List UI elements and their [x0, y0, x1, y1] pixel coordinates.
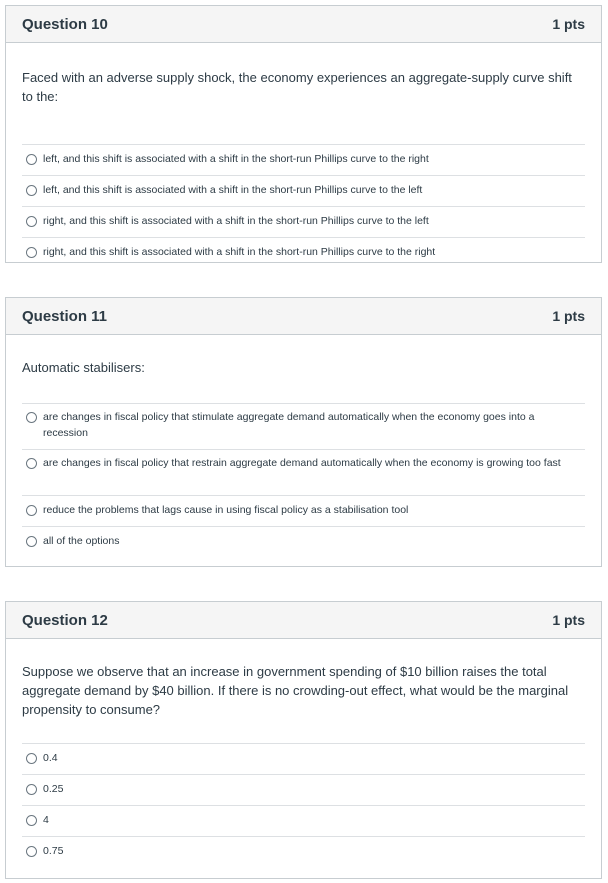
question-title: Question 12 — [22, 611, 108, 629]
answer-option[interactable] — [22, 144, 585, 175]
question-text: Faced with an adverse supply shock, the economy experiences an aggregate-supply curve shift to the: — [22, 70, 572, 104]
answer-option[interactable] — [22, 175, 585, 206]
answer-label: 4 — [43, 814, 49, 826]
question-header — [6, 298, 601, 335]
answer-label: right, and this shift is associated with a shift in the short-run Phillips curve to the left — [43, 215, 429, 227]
radio-button[interactable] — [26, 458, 37, 469]
answer-list — [22, 144, 585, 268]
answer-list — [22, 403, 585, 557]
question-points: 1 pts — [552, 16, 585, 32]
question-title: Question 11 — [22, 307, 108, 325]
answer-label: 0.75 — [43, 845, 64, 857]
radio-button[interactable] — [26, 784, 37, 795]
answer-label: all of the options — [43, 535, 120, 547]
answer-label: left, and this shift is associated with a shift in the short-run Phillips curve to the left — [43, 184, 423, 196]
answer-option[interactable] — [22, 495, 585, 526]
question-points: 1 pts — [552, 612, 585, 628]
radio-button[interactable] — [26, 247, 37, 258]
question-header — [6, 6, 601, 43]
answer-option[interactable] — [22, 836, 585, 867]
answer-label: right, and this shift is associated with a shift in the short-run Phillips curve to the right — [43, 246, 436, 258]
answer-option[interactable] — [22, 403, 585, 449]
answer-label: 0.4 — [43, 752, 58, 764]
radio-button[interactable] — [26, 753, 37, 764]
answer-label: are changes in fiscal policy that restrain aggregate demand automatically when the economy is growing too fast — [43, 457, 561, 469]
answer-option[interactable] — [22, 774, 585, 805]
answer-option[interactable] — [22, 206, 585, 237]
question-title: Question 10 — [22, 15, 108, 33]
answer-option[interactable] — [22, 805, 585, 836]
answer-label: reduce the problems that lags cause in using fiscal policy as a stabilisation tool — [43, 504, 409, 516]
answer-option[interactable] — [22, 237, 585, 268]
radio-button[interactable] — [26, 216, 37, 227]
answer-option[interactable] — [22, 526, 585, 557]
question-11-card — [5, 297, 602, 567]
answer-option[interactable] — [22, 743, 585, 774]
question-text: Automatic stabilisers: — [22, 360, 145, 375]
question-12-card — [5, 601, 602, 879]
question-10-card — [5, 5, 602, 263]
radio-button[interactable] — [26, 505, 37, 516]
question-points: 1 pts — [552, 308, 585, 324]
question-text: Suppose we observe that an increase in government spending of $10 billion raises the total aggregate demand by $40 billion. If there is no crowding-out effect, what would be the marginal propensity to consume? — [22, 664, 569, 717]
answer-option[interactable] — [22, 449, 585, 495]
radio-button[interactable] — [26, 412, 37, 423]
answer-label: are changes in fiscal policy that stimulate aggregate demand automatically when the economy goes into a recession — [43, 411, 535, 439]
answer-label: 0.25 — [43, 783, 64, 795]
radio-button[interactable] — [26, 185, 37, 196]
answer-label: left, and this shift is associated with a shift in the short-run Phillips curve to the right — [43, 153, 429, 165]
radio-button[interactable] — [26, 846, 37, 857]
radio-button[interactable] — [26, 154, 37, 165]
radio-button[interactable] — [26, 536, 37, 547]
answer-list — [22, 743, 585, 867]
radio-button[interactable] — [26, 815, 37, 826]
question-header — [6, 602, 601, 639]
